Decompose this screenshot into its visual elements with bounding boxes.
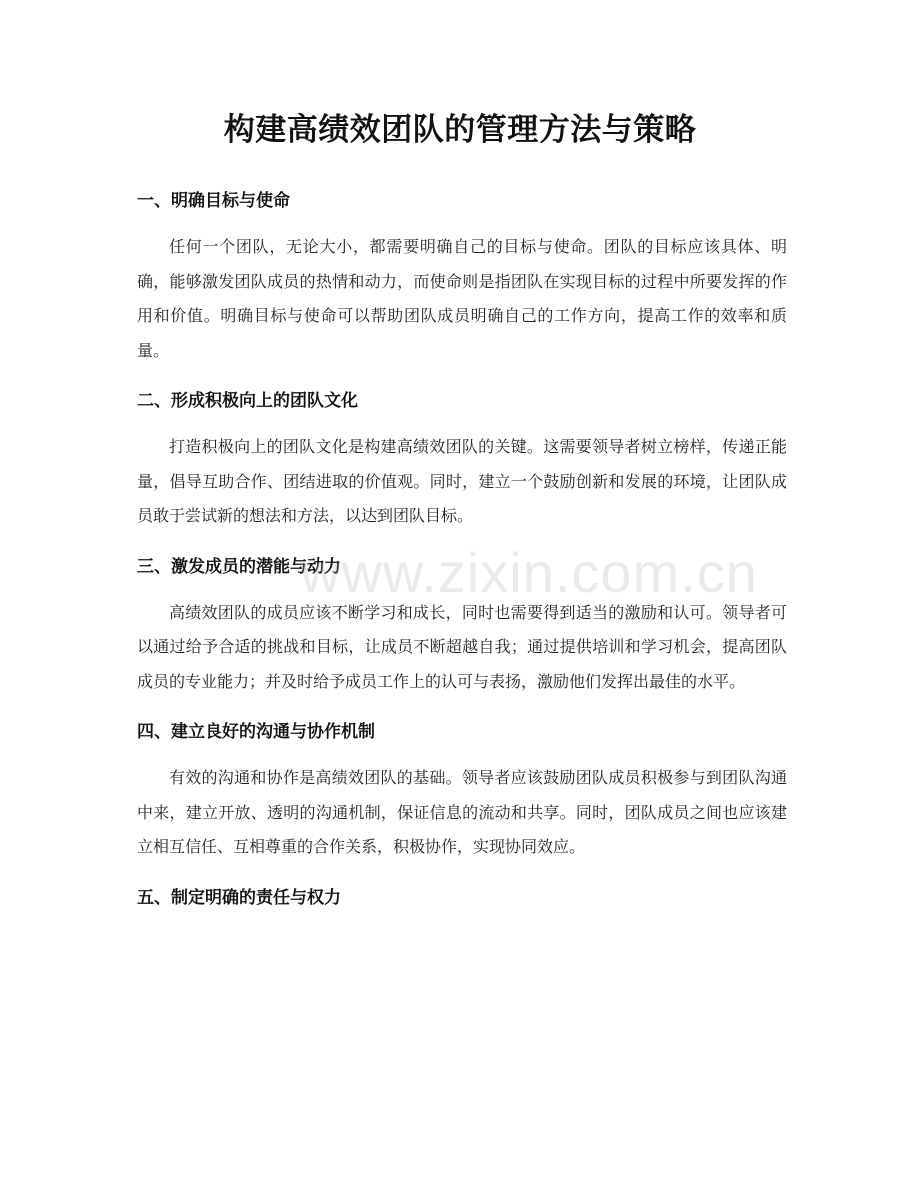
section-paragraph: 打造积极向上的团队文化是构建高绩效团队的关键。这需要领导者树立榜样，传递正能量，倡导互助合作、团结进取的价值观。同时，建立一个鼓励创新和发展的环境，让团队成员敢于尝试新的想法和方法，以达到团队目标。 xyxy=(137,437,787,525)
section-paragraph: 有效的沟通和协作是高绩效团队的基础。领导者应该鼓励团队成员积极参与到团队沟通中来，建立开放、透明的沟通机制，保证信息的流动和共享。同时，团队成员之间也应该建立相互信任、互相尊重的合作关系，积极协作，实现协同效应。 xyxy=(137,768,787,856)
section-paragraph: 任何一个团队，无论大小，都需要明确自己的目标与使命。团队的目标应该具体、明确，能够激发团队成员的热情和动力，而使命则是指团队在实现目标的过程中所要发挥的作用和价值。明确目标与使命可以帮助团队成员明确自己的工作方向，提高工作的效率和质量。 xyxy=(137,237,787,360)
section-heading: 三、激发成员的潜能与动力 xyxy=(137,556,341,577)
section-heading: 二、形成积极向上的团队文化 xyxy=(137,391,358,411)
section-communication xyxy=(137,717,787,865)
watermark: www.zixin.com.cn xyxy=(300,541,758,604)
document-content xyxy=(137,186,787,927)
document-title: 构建高绩效团队的管理方法与策略 xyxy=(223,112,697,148)
section-heading: 一、明确目标与使命 xyxy=(137,191,290,211)
section-motivation xyxy=(137,552,787,700)
section-heading: 四、建立良好的沟通与协作机制 xyxy=(137,722,375,742)
section-responsibility xyxy=(137,883,787,913)
section-paragraph: 高绩效团队的成员应该不断学习和成长，同时也需要得到适当的激励和认可。领导者可以通过给予合适的挑战和目标，让成员不断超越自我；通过提供培训和学习机会，提高团队成员的专业能力；并及时给予成员工作上的认可与表扬，激励他们发挥出最佳的水平。 xyxy=(137,602,787,691)
section-heading: 五、制定明确的责任与权力 xyxy=(137,887,341,908)
section-culture xyxy=(137,386,787,534)
section-goals xyxy=(137,186,787,368)
